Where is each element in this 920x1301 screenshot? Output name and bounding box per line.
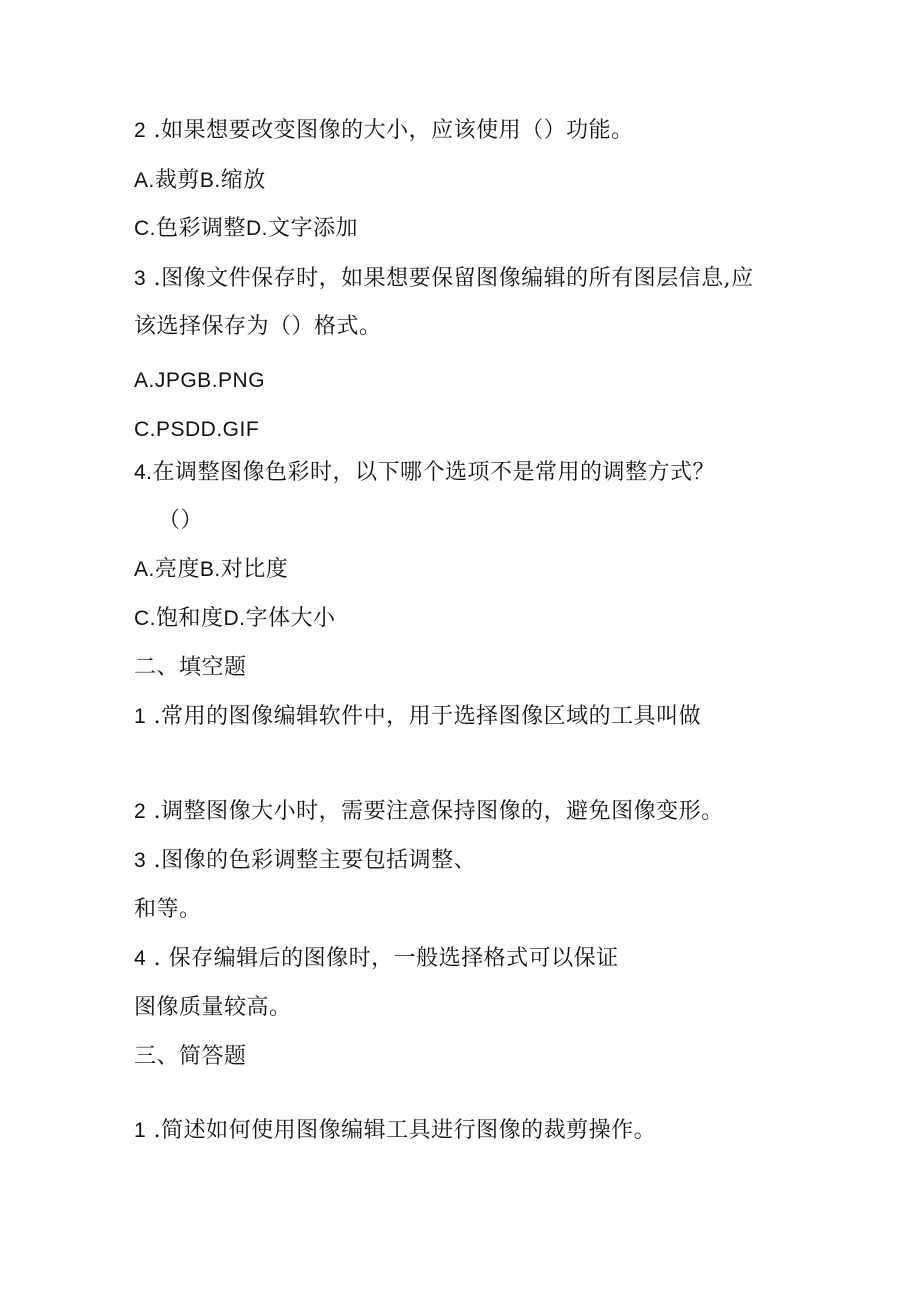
option-a-text: 亮度 [154, 557, 200, 582]
question-4-options-ab [134, 555, 288, 585]
question-text: .调整图像大小时，需要注意保持图像的，避免图像变形。 [146, 799, 724, 824]
fill-question-4-continuation: 图像质量较高。 [134, 995, 292, 1020]
short-answer-question-1 [134, 1116, 656, 1146]
fill-question-1 [134, 702, 701, 732]
option-a-label: A. [134, 169, 155, 192]
question-number: 4 [134, 947, 147, 970]
question-text: .图像的色彩调整主要包括调整、 [146, 848, 477, 873]
question-2-options-ab [134, 166, 266, 196]
question-number: 3 [134, 267, 147, 290]
question-4-options-cd [134, 604, 336, 634]
section-heading-fill-in: 二、填空题 [134, 655, 247, 680]
fill-question-2 [134, 797, 724, 827]
question-2-choice [134, 116, 634, 146]
question-3-options-cd: C.PSDD.GIF [134, 418, 260, 441]
option-a-text: 裁剪 [154, 168, 200, 193]
option-b-text: 缩放 [220, 168, 266, 193]
option-b-label: B. [199, 169, 221, 192]
question-2-options-cd [134, 214, 358, 244]
question-number: 1 [134, 1119, 147, 1142]
question-number: 2 [134, 119, 147, 142]
option-b-label: B. [199, 558, 221, 581]
section-heading-short-answer: 三、简答题 [134, 1044, 247, 1069]
question-number: 2 [134, 800, 147, 823]
option-d-text: 文字添加 [268, 216, 359, 241]
question-4-answer-paren: （） [158, 508, 204, 533]
question-number: 1 [134, 705, 147, 728]
question-text: .简述如何使用图像编辑工具进行图像的裁剪操作。 [146, 1118, 657, 1143]
question-number: 3 [134, 849, 147, 872]
question-4-choice [134, 458, 715, 488]
option-c-label: C. [134, 607, 156, 630]
option-a-label: A. [134, 558, 155, 581]
question-3-continuation: 该选择保存为（）格式。 [134, 314, 382, 339]
question-number: 4. [134, 461, 153, 484]
option-c-label: C. [134, 217, 156, 240]
option-d-label: D. [246, 217, 269, 240]
option-d-text: 字体大小 [245, 606, 336, 631]
question-text: .图像文件保存时，如果想要保留图像编辑的所有图层信息,应 [146, 266, 754, 291]
fill-question-3 [134, 846, 476, 876]
option-d-label: D. [223, 607, 246, 630]
question-3-options-ab: A.JPGB.PNG [134, 369, 266, 392]
question-text: .常用的图像编辑软件中，用于选择图像区域的工具叫做 [146, 704, 702, 729]
question-text: . 保存编辑后的图像时，一般选择格式可以保证 [146, 946, 619, 971]
option-c-text: 色彩调整 [156, 216, 247, 241]
question-text: 在调整图像色彩时，以下哪个选项不是常用的调整方式？ [152, 460, 716, 485]
fill-question-3-continuation: 和等。 [134, 897, 202, 922]
question-3-choice [134, 264, 754, 294]
fill-question-4 [134, 944, 619, 974]
option-b-text: 对比度 [220, 557, 289, 582]
question-text: .如果想要改变图像的大小，应该使用（）功能。 [146, 118, 634, 143]
option-c-text: 饱和度 [156, 606, 224, 631]
